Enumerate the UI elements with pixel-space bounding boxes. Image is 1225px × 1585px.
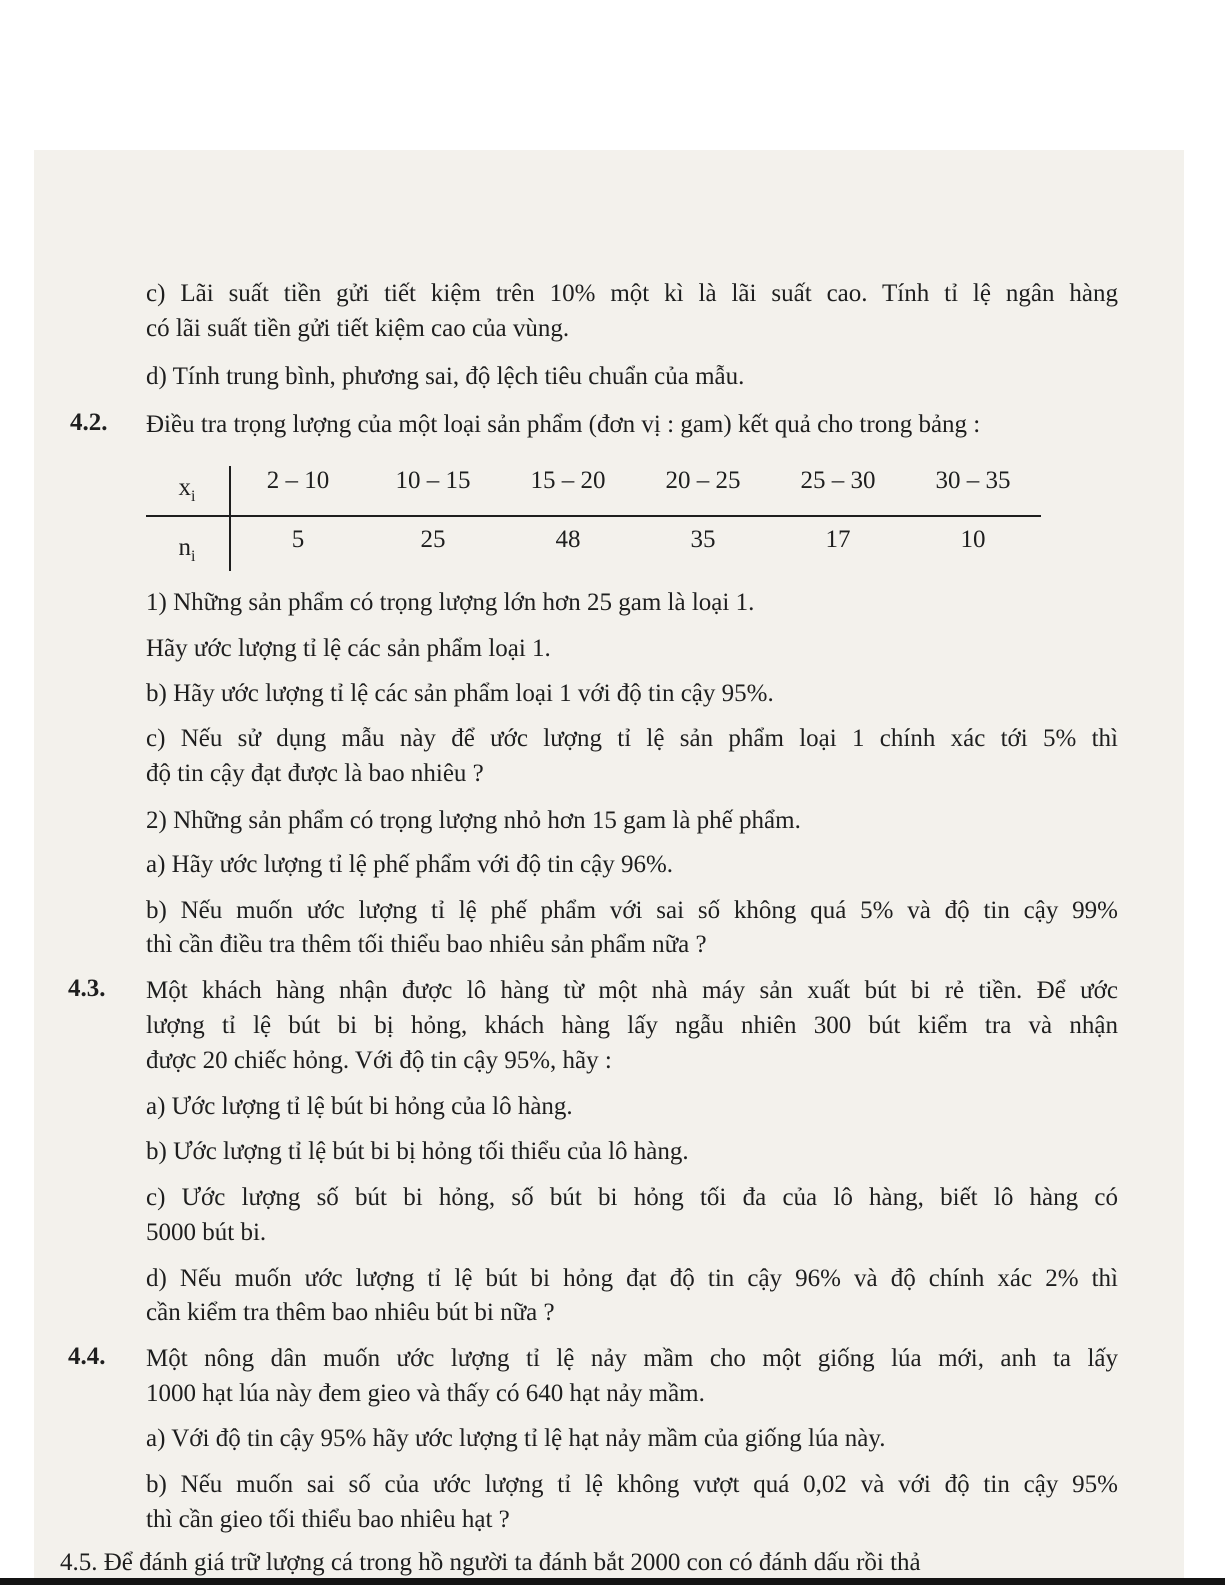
exercise-statement: được 20 chiếc hỏng. Với độ tin cậy 95%, hãy : (146, 1047, 612, 1074)
text-line: thì cần điều tra thêm tối thiểu bao nhiêu sản phẩm nữa ? (146, 931, 707, 958)
count-cell: 48 (555, 526, 581, 553)
text-line: a) Hãy ước lượng tỉ lệ phế phẩm với độ tin cậy 96%. (146, 851, 674, 878)
text-line: b) Ước lượng tỉ lệ bút bi bị hỏng tối thiểu của lô hàng. (146, 1138, 689, 1165)
exercise-number: 4.3. (68, 975, 106, 1002)
text-line: Hãy ước lượng tỉ lệ các sản phẩm loại 1. (146, 635, 551, 662)
exercise-statement: Một nông dân muốn ước lượng tỉ lệ nảy mầm cho một giống lúa mới, anh ta lấy (146, 1345, 1118, 1372)
cut-off-line: 4.5. Để đánh giá trữ lượng cá trong hồ người ta đánh bắt 2000 con có đánh dấu rồi thả (60, 1549, 921, 1576)
exercise-statement: lượng tỉ lệ bút bi bị hỏng, khách hàng lấy ngẫu nhiên 300 bút kiểm tra và nhận (146, 1012, 1118, 1039)
interval-cell: 15 – 20 (530, 467, 606, 494)
text-line: b) Nếu muốn sai số của ước lượng tỉ lệ không vượt quá 0,02 và với độ tin cậy 95% (146, 1471, 1118, 1498)
interval-cell: 30 – 35 (935, 467, 1011, 494)
row-label-n: $n_i$ (178, 534, 196, 565)
text-line: a) Ước lượng tỉ lệ bút bi hỏng của lô hàng. (146, 1093, 573, 1120)
count-cell: 25 (420, 526, 446, 553)
interval-cell: 20 – 25 (665, 467, 741, 494)
text-line: d) Tính trung bình, phương sai, độ lệch tiêu chuẩn của mẫu. (146, 363, 745, 390)
text-line: cần kiểm tra thêm bao nhiêu bút bi nữa ? (146, 1299, 555, 1326)
count-cell: 35 (690, 526, 716, 553)
table-divider (229, 466, 231, 571)
text-line: c) Nếu sử dụng mẫu này để ước lượng tỉ lệ sản phẩm loại 1 chính xác tới 5% thì (146, 725, 1118, 752)
text-line: thì cần gieo tối thiểu bao nhiêu hạt ? (146, 1506, 510, 1533)
count-cell: 5 (291, 526, 305, 553)
text-line: a) Với độ tin cậy 95% hãy ước lượng tỉ lệ hạt nảy mầm của giống lúa này. (146, 1425, 886, 1452)
text-line: c) Lãi suất tiền gửi tiết kiệm trên 10% một kì là lãi suất cao. Tính tỉ lệ ngân hàng (146, 280, 1118, 307)
text-line: 1) Những sản phẩm có trọng lượng lớn hơn 25 gam là loại 1. (146, 589, 755, 616)
text-line: b) Nếu muốn ước lượng tỉ lệ phế phẩm với sai số không quá 5% và độ tin cậy 99% (146, 897, 1118, 924)
count-cell: 17 (825, 526, 851, 553)
table-rule (146, 515, 1041, 517)
count-cell: 10 (960, 526, 986, 553)
interval-cell: 2 – 10 (266, 467, 330, 494)
interval-cell: 25 – 30 (800, 467, 876, 494)
text-line: có lãi suất tiền gửi tiết kiệm cao của vùng. (146, 315, 570, 342)
text-line: 2) Những sản phẩm có trọng lượng nhỏ hơn 15 gam là phế phẩm. (146, 807, 801, 834)
exercise-statement: Điều tra trọng lượng của một loại sản phẩm (đơn vị : gam) kết quả cho trong bảng : (146, 411, 981, 438)
exercise-number: 4.2. (70, 409, 108, 436)
text-line: độ tin cậy đạt được là bao nhiêu ? (146, 760, 484, 787)
scan-edge (0, 1578, 1225, 1585)
exercise-statement: Một khách hàng nhận được lô hàng từ một nhà máy sản xuất bút bi rẻ tiền. Để ước (146, 977, 1118, 1004)
interval-cell: 10 – 15 (395, 467, 471, 494)
text-line: b) Hãy ước lượng tỉ lệ các sản phẩm loại 1 với độ tin cậy 95%. (146, 680, 774, 707)
text-line: 5000 bút bi. (146, 1219, 267, 1246)
exercise-number: 4.4. (68, 1343, 106, 1370)
row-label-x: $x_i$ (178, 474, 196, 505)
text-line: d) Nếu muốn ước lượng tỉ lệ bút bi hỏng đạt độ tin cậy 96% và độ chính xác 2% thì (146, 1265, 1118, 1292)
exercise-statement: 1000 hạt lúa này đem gieo và thấy có 640 hạt nảy mầm. (146, 1380, 705, 1407)
text-line: c) Ước lượng số bút bi hỏng, số bút bi hỏng tối đa của lô hàng, biết lô hàng có (146, 1184, 1118, 1211)
